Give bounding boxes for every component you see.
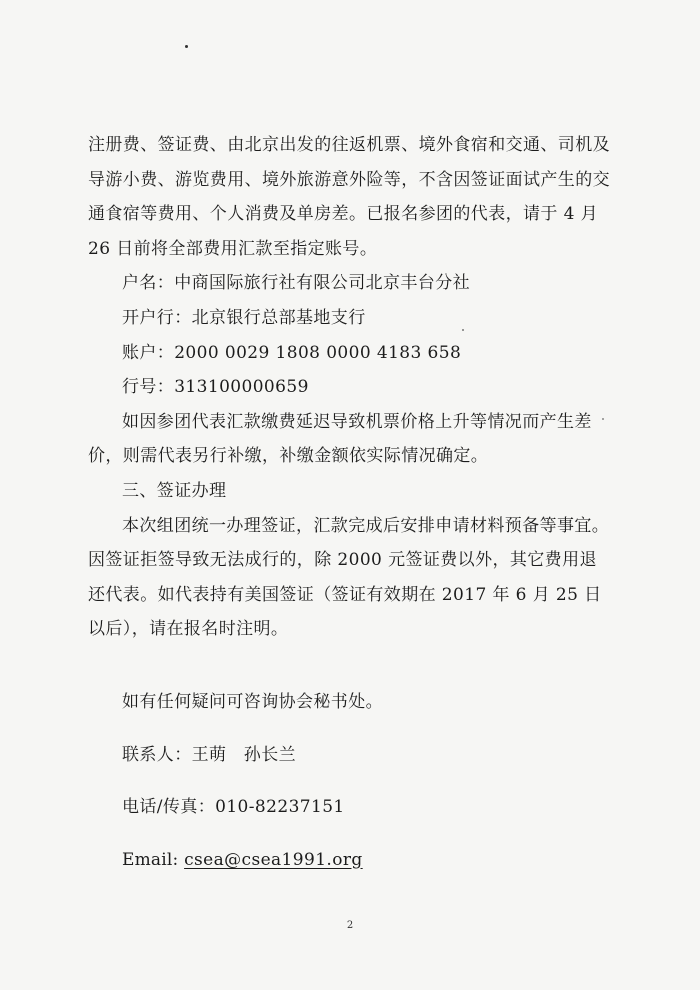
delay-note-paragraph: 如因参团代表汇款缴费延迟导致机票价格上升等情况而产生差价，则需代表另行补缴，补缴金额依实际情况确定。	[88, 411, 592, 467]
fees-paragraph: 注册费、签证费、由北京出发的往返机票、境外食宿和交通、司机及导游小费、游览费用、境外旅游意外险等，不含因签证面试产生的交通食宿等费用、个人消费及单房差。已报名参团的代表，请于 4 月 26 日前将全部费用汇款至指定账号。	[88, 135, 610, 259]
bank-code-line: 行号：313100000659	[122, 377, 309, 398]
account-number-line: 账户：2000 0029 1808 0000 4183 658	[122, 342, 462, 363]
scan-speck	[185, 45, 188, 48]
bank-line: 开户行：北京银行总部基地支行	[122, 307, 366, 328]
email-link[interactable]: csea@csea1991.org	[184, 849, 363, 870]
phone-fax-line: 电话/传真：010-82237151	[122, 797, 345, 818]
email-label: Email:	[122, 849, 185, 870]
account-name-line: 户名：中商国际旅行社有限公司北京丰台分社	[122, 273, 470, 294]
section-heading-visa: 三、签证办理	[122, 480, 227, 501]
email-line	[88, 843, 610, 878]
contacts-line: 联系人：王萌 孙长兰	[122, 744, 296, 765]
page-number: 2	[346, 920, 354, 931]
visa-note-paragraph: 本次组团统一办理签证，汇款完成后安排申请材料预备等事宜。因签证拒签导致无法成行的，除 2000 元签证费以外，其它费用退还代表。如代表持有美国签证（签证有效期在 2017 年 6 月 25 日以后），请在报名时注明。	[88, 515, 610, 640]
document-body	[88, 128, 610, 877]
inquiry-line: 如有任何疑问可咨询协会秘书处。	[122, 691, 383, 712]
